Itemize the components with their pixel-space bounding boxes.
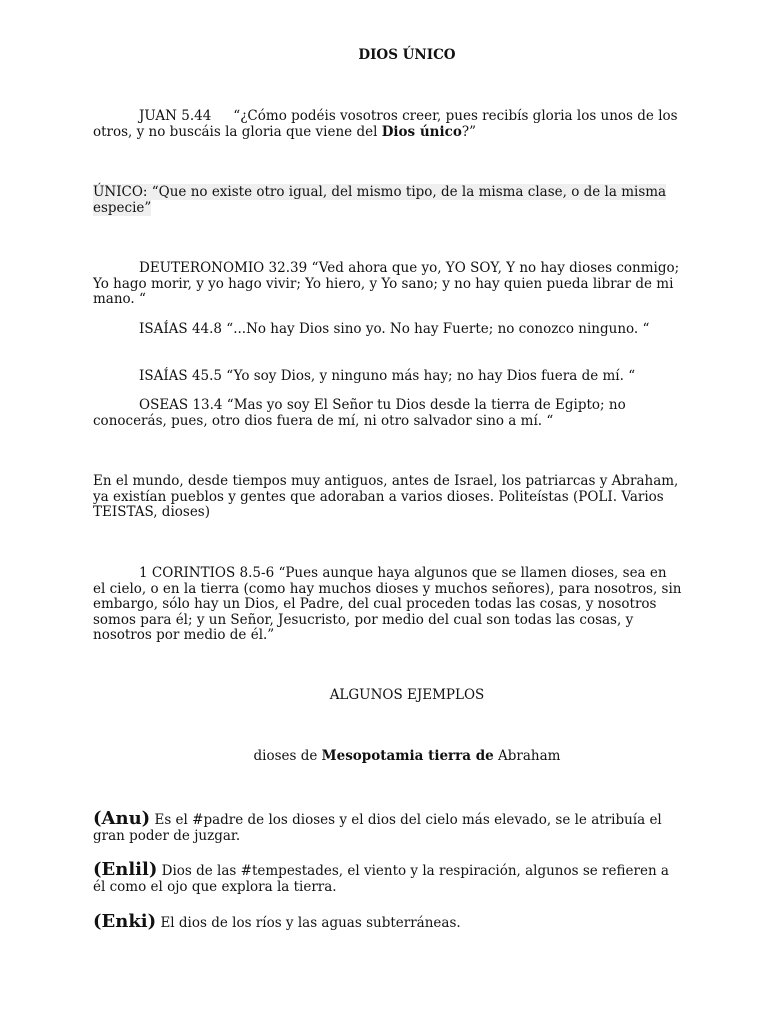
god-entry-enlil — [93, 859, 683, 895]
god-desc-enki: El dios de los ríos y las aguas subterráneas. — [156, 915, 461, 931]
verse-juan-bold: Dios único — [381, 123, 462, 140]
god-entry-anu — [93, 808, 683, 844]
unico-definition — [93, 185, 683, 216]
subheading-bold: Mesopotamia tierra de — [321, 748, 494, 764]
verse-isaias-44 — [93, 322, 683, 338]
god-name-enki: (Enki) — [93, 911, 157, 932]
verse-corintios-text: 1 CORINTIOS 8.5-6 “Pues aunque haya algunos que se llamen dioses, sea en el cielo, o en la tierra (como hay muchos dioses y muchos señores), para nosotros, sin embargo, sólo hay un Dios, el Padre, del cual proceden todas las cosas, y nosotros somos para él; y un Señor, Jesucristo, por medio del cual son todas las cosas, y nosotros por medio de él.” — [93, 565, 682, 643]
god-name-enlil: (Enlil) — [93, 859, 158, 880]
verse-juan — [93, 109, 683, 140]
god-desc-anu: Es el #padre de los dioses y el dios del cielo más elevado, se le atribuía el gran poder de juzgar. — [93, 812, 662, 844]
subheading-mesopotamia — [93, 749, 721, 765]
verse-corintios — [93, 566, 683, 644]
unico-definition-text: ÚNICO: “Que no existe otro igual, del mismo tipo, de la misma clase, o de la misma especie” — [93, 184, 667, 216]
verse-juan-ref: JUAN 5.44 — [139, 108, 212, 124]
verse-isaias-44-text: ISAÍAS 44.8 “...No hay Dios sino yo. No hay Fuerte; no conozco ninguno. “ — [139, 321, 650, 337]
verse-juan-text: “¿Cómo podéis vosotros creer, pues recibís gloria los unos de los otros, y no buscáis la gloria que viene del — [93, 108, 678, 140]
verse-oseas-text: OSEAS 13.4 “Mas yo soy El Señor tu Dios desde la tierra de Egipto; no conocerás, pues, otro dios fuera de mí, ni otro salvador sino a mí. “ — [93, 397, 626, 429]
page-title: DIOS ÚNICO — [358, 47, 456, 63]
section-heading-ejemplos: ALGUNOS EJEMPLOS — [329, 687, 485, 703]
verse-oseas — [93, 398, 683, 429]
god-desc-enlil: Dios de las #tempestades, el viento y la respiración, algunos se refieren a él como el ojo que explora la tierra. — [93, 863, 669, 895]
verse-juan-end: ?” — [461, 123, 476, 140]
god-name-anu: (Anu) — [93, 808, 151, 829]
subheading-pre: dioses de — [253, 748, 322, 764]
god-entry-enki — [93, 911, 683, 932]
verse-isaias-45-text: ISAÍAS 45.5 “Yo soy Dios, y ninguno más hay; no hay Dios fuera de mí. “ — [139, 368, 636, 384]
verse-deuteronomio — [93, 261, 683, 308]
verse-isaias-45 — [93, 369, 683, 385]
subheading-post: Abraham — [493, 748, 561, 764]
paragraph-mundo: En el mundo, desde tiempos muy antiguos, antes de Israel, los patriarcas y Abraham, ya existían pueblos y gentes que adoraban a varios dioses. Politeístas (POLI. Varios TEISTAS, dioses) — [93, 473, 679, 520]
verse-deuteronomio-text: DEUTERONOMIO 32.39 “Ved ahora que yo, YO SOY, Y no hay dioses conmigo; Yo hago morir, y yo hago vivir; Yo hiero, y Yo sano; y no hay quien pueda librar de mi mano. “ — [93, 260, 680, 307]
